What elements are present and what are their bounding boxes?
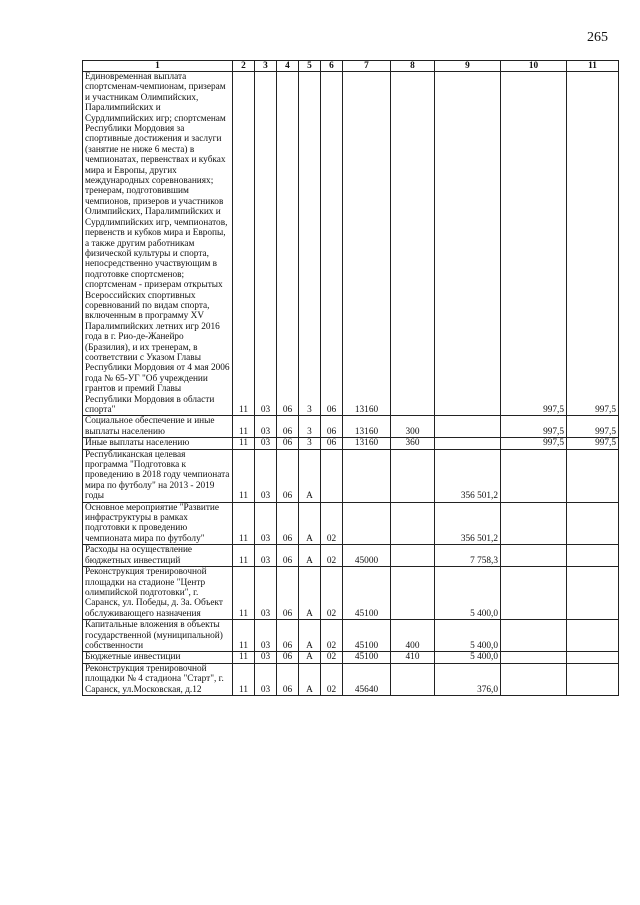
cell — [321, 449, 343, 502]
cell — [567, 652, 619, 663]
cell: 45000 — [343, 545, 391, 567]
cell: 02 — [321, 567, 343, 620]
cell: 03 — [255, 438, 277, 449]
cell: А — [299, 652, 321, 663]
cell: 02 — [321, 545, 343, 567]
cell: 03 — [255, 663, 277, 695]
cell: 11 — [233, 652, 255, 663]
cell: 11 — [233, 567, 255, 620]
cell — [567, 663, 619, 695]
cell: 03 — [255, 72, 277, 416]
table-row — [83, 416, 619, 438]
cell: 03 — [255, 545, 277, 567]
col-header: 8 — [391, 61, 435, 72]
cell: 3 — [299, 438, 321, 449]
row-name: Единовременная выплата спортсменам-чемпионам, призерам и участникам Олимпийских, Паралимпийских и Сурдлимпийских игр; спортсменам Республики Мордовия за спортивные достижения и заслуги (занятие не ниже 6 места) в чемпионатах, первенствах и кубках мира и Европы, других международных соревнованиях; тренерам, подготовившим чемпионов, призеров и участников Олимпийских, Паралимпийских и Сурдлимпийских игр, чемпионатов, первенств и кубков мира и Европы, а также другим работникам физической культуры и спорта, непосредственно участвующим в подготовке спортсменов; спортсменам - призерам открытых Всероссийских спортивных соревнований по видам спорта, включенным в программу XV Паралимпийских летних игр 2016 года в г. Рио-де-Жанейро (Бразилия), и их тренерам, в соответствии с Указом Главы Республики Мордовия от 4 мая 2006 года № 65-УГ "Об учреждении грантов и премий Главы Республики Мордовия в области спорта" — [83, 72, 233, 416]
cell: 997,5 — [501, 438, 567, 449]
cell: 11 — [233, 72, 255, 416]
col-header: 4 — [277, 61, 299, 72]
cell — [501, 652, 567, 663]
cell: А — [299, 545, 321, 567]
cell: 356 501,2 — [435, 449, 501, 502]
header-row — [83, 61, 619, 72]
col-header: 3 — [255, 61, 277, 72]
col-header: 1 — [83, 61, 233, 72]
cell: 5 400,0 — [435, 567, 501, 620]
cell: 02 — [321, 620, 343, 652]
row-name: Основное мероприятие "Развитие инфраструктуры в рамках подготовки к проведению чемпионата мира по футболу" — [83, 502, 233, 545]
cell: 13160 — [343, 438, 391, 449]
cell: 02 — [321, 502, 343, 545]
cell — [391, 663, 435, 695]
cell: 02 — [321, 663, 343, 695]
cell — [501, 502, 567, 545]
cell: 11 — [233, 663, 255, 695]
cell — [567, 545, 619, 567]
cell: 3 — [299, 416, 321, 438]
row-name: Иные выплаты населению — [83, 438, 233, 449]
row-name: Реконструкция тренировочной площадки № 4 стадиона "Старт", г. Саранск, ул.Московская, д.12 — [83, 663, 233, 695]
cell — [567, 449, 619, 502]
row-name: Реконструкция тренировочной площадки на стадионе "Центр олимпийской подготовки", г. Саранск, ул. Победы, д. 3а. Объект обслуживающего назначения — [83, 567, 233, 620]
col-header: 5 — [299, 61, 321, 72]
page-number: 265 — [587, 30, 608, 45]
cell: 06 — [277, 502, 299, 545]
cell: 03 — [255, 502, 277, 545]
cell: 7 758,3 — [435, 545, 501, 567]
cell: 5 400,0 — [435, 620, 501, 652]
row-name: Республиканская целевая программа "Подготовка к проведению в 2018 году чемпионата мира по футболу" на 2013 - 2019 годы — [83, 449, 233, 502]
cell — [435, 72, 501, 416]
cell: 11 — [233, 620, 255, 652]
cell: 02 — [321, 652, 343, 663]
cell — [435, 438, 501, 449]
cell: А — [299, 502, 321, 545]
cell: 03 — [255, 449, 277, 502]
cell: 03 — [255, 567, 277, 620]
cell — [391, 449, 435, 502]
cell: А — [299, 449, 321, 502]
cell — [391, 567, 435, 620]
cell: 03 — [255, 620, 277, 652]
cell: 06 — [277, 449, 299, 502]
cell: 06 — [277, 438, 299, 449]
cell: 356 501,2 — [435, 502, 501, 545]
table-row — [83, 438, 619, 449]
cell: 06 — [277, 652, 299, 663]
row-name: Социальное обеспечение и иные выплаты населению — [83, 416, 233, 438]
cell — [501, 567, 567, 620]
cell: 5 400,0 — [435, 652, 501, 663]
cell — [501, 620, 567, 652]
table-row — [83, 449, 619, 502]
cell: 45640 — [343, 663, 391, 695]
cell — [391, 545, 435, 567]
cell: 300 — [391, 416, 435, 438]
cell: 06 — [277, 567, 299, 620]
cell: 13160 — [343, 72, 391, 416]
row-name: Капитальные вложения в объекты государственной (муниципальной) собственности — [83, 620, 233, 652]
cell: 360 — [391, 438, 435, 449]
cell — [567, 620, 619, 652]
col-header: 11 — [567, 61, 619, 72]
cell — [391, 502, 435, 545]
cell — [435, 416, 501, 438]
row-name: Бюджетные инвестиции — [83, 652, 233, 663]
cell: 45100 — [343, 567, 391, 620]
cell: 400 — [391, 620, 435, 652]
col-header: 2 — [233, 61, 255, 72]
cell: 3 — [299, 72, 321, 416]
cell: 11 — [233, 449, 255, 502]
cell: 11 — [233, 438, 255, 449]
col-header: 10 — [501, 61, 567, 72]
cell — [343, 449, 391, 502]
cell: А — [299, 620, 321, 652]
cell: 45100 — [343, 620, 391, 652]
cell — [567, 567, 619, 620]
cell: 03 — [255, 416, 277, 438]
col-header: 6 — [321, 61, 343, 72]
cell — [391, 72, 435, 416]
table-row — [83, 72, 619, 416]
col-header: 9 — [435, 61, 501, 72]
cell — [501, 545, 567, 567]
budget-table — [82, 60, 619, 696]
col-header: 7 — [343, 61, 391, 72]
cell: 06 — [321, 416, 343, 438]
cell: 11 — [233, 416, 255, 438]
cell — [567, 502, 619, 545]
cell: 997,5 — [501, 416, 567, 438]
cell: 06 — [277, 416, 299, 438]
table-row — [83, 652, 619, 663]
cell: 06 — [277, 663, 299, 695]
cell: 13160 — [343, 416, 391, 438]
table-row — [83, 663, 619, 695]
cell: 06 — [277, 72, 299, 416]
cell: 997,5 — [567, 416, 619, 438]
cell — [343, 502, 391, 545]
cell: 06 — [321, 72, 343, 416]
table-row — [83, 567, 619, 620]
table-row — [83, 545, 619, 567]
cell: 45100 — [343, 652, 391, 663]
cell: 997,5 — [501, 72, 567, 416]
cell — [501, 663, 567, 695]
cell: 06 — [277, 620, 299, 652]
cell: 376,0 — [435, 663, 501, 695]
row-name: Расходы на осуществление бюджетных инвестиций — [83, 545, 233, 567]
cell: А — [299, 663, 321, 695]
cell — [501, 449, 567, 502]
cell: 410 — [391, 652, 435, 663]
cell: 11 — [233, 545, 255, 567]
table-row — [83, 620, 619, 652]
cell: 06 — [321, 438, 343, 449]
cell: А — [299, 567, 321, 620]
table-row — [83, 502, 619, 545]
cell: 997,5 — [567, 438, 619, 449]
cell: 11 — [233, 502, 255, 545]
cell: 997,5 — [567, 72, 619, 416]
cell: 06 — [277, 545, 299, 567]
cell: 03 — [255, 652, 277, 663]
